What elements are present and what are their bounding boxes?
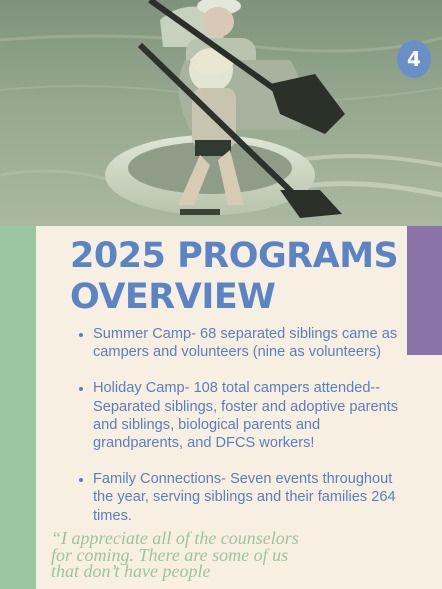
list-item: • Family Connections- Seven events throughout the year, serving siblings and their families 264 times. [93,470,413,525]
testimonial-quote: “I appreciate all of the counselors for coming. There are some of us that don’t have people [51,528,299,581]
list-item: • Holiday Camp- 108 total campers attended--Separated siblings, foster and adoptive parents and siblings, biological parents and grandparents, and DFCS workers! [93,379,413,452]
kayak-photo [0,0,442,226]
programs-list [76,325,413,543]
page-number-badge: 4 [397,40,431,78]
list-item: • Summer Camp- 68 separated siblings came as campers and volunteers (nine as volunteers) [93,325,413,361]
page-title: 2025 PROGRAMS OVERVIEW [70,236,399,317]
green-accent-strip [0,226,36,589]
